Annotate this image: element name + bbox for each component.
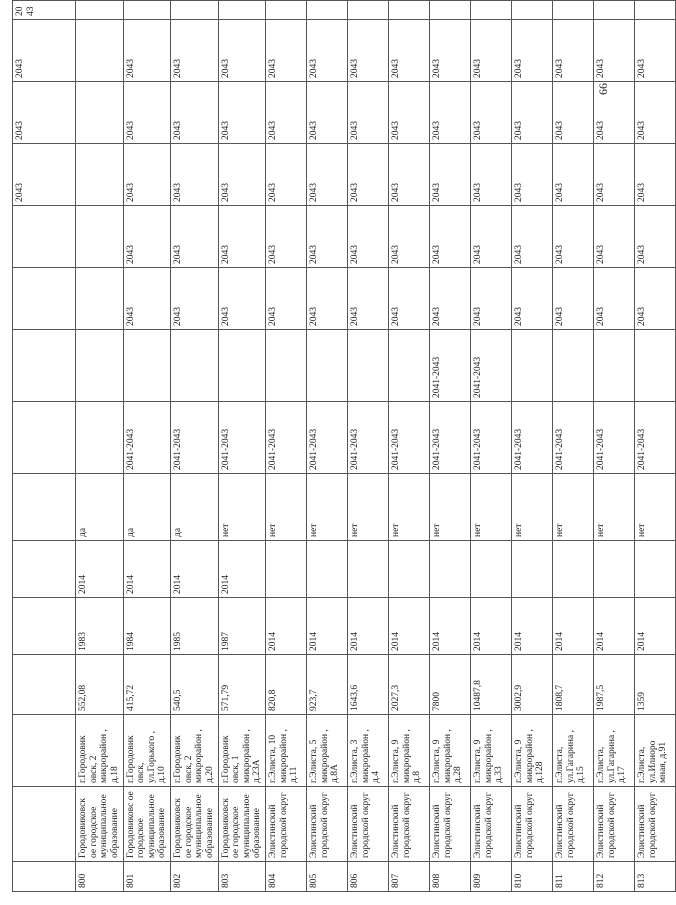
table-cell-y1: 2043: [218, 268, 266, 330]
table-cell-year-overhaul: [266, 541, 307, 598]
table-cell-y3: 2043: [307, 144, 348, 206]
table-cell-period1: 2041-2043: [430, 402, 471, 474]
table-cell-y1: 2043: [635, 268, 676, 330]
table-cell-area: 2027,3: [389, 655, 430, 715]
table-cell-flag: нет: [594, 474, 635, 541]
table-cell-area: 3002,9: [512, 655, 553, 715]
table-cell-y2: [76, 206, 124, 268]
table-cell-y1: 2043: [430, 268, 471, 330]
table-cell-y4: 2043: [266, 82, 307, 144]
table-cell-y2: 2043: [553, 206, 594, 268]
table-cell-y6: [123, 1, 171, 20]
table-cell-address: г.Элиста, 9 микрорайон , д.33: [471, 715, 512, 787]
table-cell-municipality: Городовиковск ое городское муниципальное образование: [171, 787, 219, 862]
table-cell: [13, 787, 76, 862]
table-row: [553, 1, 594, 892]
table-cell-year-overhaul: [471, 541, 512, 598]
table-cell-y5: 2043: [171, 20, 219, 82]
table-cell-period2: [266, 330, 307, 402]
table-cell-flag: нет: [512, 474, 553, 541]
table-cell-area: 7800: [430, 655, 471, 715]
table-cell-y4: 2043: [389, 82, 430, 144]
table-cell-y2: 2043: [307, 206, 348, 268]
table-cell-y4: 2043: [307, 82, 348, 144]
table-cell-flag: нет: [266, 474, 307, 541]
table-cell-period2: [389, 330, 430, 402]
table-cell: [13, 330, 76, 402]
table-row: [123, 1, 171, 892]
table-cell-period1: 2041-2043: [553, 402, 594, 474]
table-cell-area: 1643,6: [348, 655, 389, 715]
table-cell-y3: 2043: [430, 144, 471, 206]
table-cell-municipality: Элистинский городской округ: [266, 787, 307, 862]
table-cell-area: 1359: [635, 655, 676, 715]
table-cell: 2043: [13, 1, 76, 20]
table-cell-address: г.Элиста, 5 микрорайон , д.8А: [307, 715, 348, 787]
table-cell-y2: 2043: [123, 206, 171, 268]
table-cell-address: г.Городовик овск, 2 микрорайон , д.18: [76, 715, 124, 787]
table-cell-year-built: 1985: [171, 598, 219, 655]
table-cell-y5: 2043: [635, 20, 676, 82]
table-cell-period1: 2041-2043: [123, 402, 171, 474]
table-row: [348, 1, 389, 892]
table-cell-year-built: 1987: [218, 598, 266, 655]
table-cell-period2: [635, 330, 676, 402]
table-cell-period1: 2041-2043: [171, 402, 219, 474]
table-cell-y2: 2043: [471, 206, 512, 268]
table-cell: [13, 268, 76, 330]
table-cell-year-overhaul: [348, 541, 389, 598]
table-cell-year-built: 2014: [553, 598, 594, 655]
table-cell-y5: 2043: [307, 20, 348, 82]
table-cell-flag: да: [123, 474, 171, 541]
table-cell-period2: [123, 330, 171, 402]
table-cell-municipality: Городовиковс ое городское муниципальное образование: [123, 787, 171, 862]
table-body: [13, 1, 676, 892]
table-cell-municipality: Элистинский городской округ: [471, 787, 512, 862]
table-cell-municipality: Элистинский городской округ: [307, 787, 348, 862]
table-cell-period2: 2041-2043: [471, 330, 512, 402]
table-cell-y4: 2043: [594, 82, 635, 144]
table-cell-y1: 2043: [307, 268, 348, 330]
table-row-top: [13, 1, 76, 892]
table-cell-area: 540,5: [171, 655, 219, 715]
table-cell-flag: нет: [218, 474, 266, 541]
table-cell-year-built: 2014: [430, 598, 471, 655]
table-cell-y1: 2043: [266, 268, 307, 330]
table-cell-y3: 2043: [171, 144, 219, 206]
table-row: [594, 1, 635, 892]
table-cell-period1: 2041-2043: [512, 402, 553, 474]
table-cell-y6: [307, 1, 348, 20]
table-cell-address: г.Элиста, ул.Гагарина , д.15: [553, 715, 594, 787]
table-cell-y3: 2043: [471, 144, 512, 206]
table-row: [512, 1, 553, 892]
table-cell-flag: нет: [553, 474, 594, 541]
table-cell-period1: 2041-2043: [471, 402, 512, 474]
table-cell-y4: [76, 82, 124, 144]
table-cell-municipality: Элистинский городской округ: [512, 787, 553, 862]
table-cell-area: 923,7: [307, 655, 348, 715]
table-cell-municipality: Элистинский городской округ: [348, 787, 389, 862]
table-cell-area: 415,72: [123, 655, 171, 715]
table-cell-no: 813: [635, 862, 676, 892]
table-cell-address: г.Элиста, 9 микрорайон , д.8: [389, 715, 430, 787]
table-cell-address: г.Городовик овск, 2 микрорайон , д.20: [171, 715, 219, 787]
table-cell-y2: 2043: [171, 206, 219, 268]
table-cell: [13, 862, 76, 892]
table-cell: 2043: [13, 82, 76, 144]
table-cell-year-built: 2014: [266, 598, 307, 655]
table-cell-y4: 2043: [553, 82, 594, 144]
table-cell-no: 809: [471, 862, 512, 892]
table-cell: 2043: [13, 144, 76, 206]
table-cell-y5: 2043: [594, 20, 635, 82]
table-cell-year-built: 2014: [635, 598, 676, 655]
table-cell-address: г.Городовик овск, ул.Горького , д.10: [123, 715, 171, 787]
table-cell-municipality: Городовиковск ое городское муниципальное образование: [218, 787, 266, 862]
table-cell-y2: 2043: [594, 206, 635, 268]
table-cell-y3: 2043: [512, 144, 553, 206]
table-cell-y5: 2043: [218, 20, 266, 82]
table-cell-y1: 2043: [171, 268, 219, 330]
table-cell-year-overhaul: [307, 541, 348, 598]
table-cell-area: 10487,8: [471, 655, 512, 715]
table-cell-y5: 2043: [389, 20, 430, 82]
housing-program-table: [12, 0, 676, 892]
table-cell-year-built: 2014: [389, 598, 430, 655]
table-cell-y3: 2043: [348, 144, 389, 206]
table-cell-period2: [553, 330, 594, 402]
table-row: [76, 1, 124, 892]
table-cell-y4: 2043: [635, 82, 676, 144]
table-cell-y1: [76, 268, 124, 330]
table-cell-period1: 2041-2043: [266, 402, 307, 474]
table-cell-period1: 2041-2043: [635, 402, 676, 474]
table-cell: [13, 715, 76, 787]
table-cell-year-overhaul: [430, 541, 471, 598]
table-cell-address: г.Элиста, ул.Гагарина , д.17: [594, 715, 635, 787]
table-cell-year-built: 2014: [307, 598, 348, 655]
table-cell-y5: [76, 20, 124, 82]
table-cell-period1: 2041-2043: [389, 402, 430, 474]
table-cell-area: 1987,5: [594, 655, 635, 715]
table-cell-flag: да: [76, 474, 124, 541]
table-cell-period1: 2041-2043: [307, 402, 348, 474]
table-cell-y6: [594, 1, 635, 20]
table-cell-y6: [266, 1, 307, 20]
table-cell-y5: 2043: [471, 20, 512, 82]
table-cell-period1: 2041-2043: [594, 402, 635, 474]
table-row: [218, 1, 266, 892]
table-cell: [13, 474, 76, 541]
table-cell-municipality: Городовиковск ое городское муниципальное образование: [76, 787, 124, 862]
table-cell-flag: нет: [471, 474, 512, 541]
table-cell-y3: 2043: [218, 144, 266, 206]
table-cell-municipality: Элистинский городской округ: [635, 787, 676, 862]
table-cell-year-overhaul: [512, 541, 553, 598]
table-cell-y5: 2043: [123, 20, 171, 82]
table-cell-period2: [512, 330, 553, 402]
table-cell-y1: 2043: [553, 268, 594, 330]
table-cell-municipality: Элистинский городской округ: [389, 787, 430, 862]
table-cell-y5: 2043: [266, 20, 307, 82]
table-cell-flag: нет: [635, 474, 676, 541]
table-cell-address: г.Элиста, 3 микрорайон , д.4: [348, 715, 389, 787]
table-cell-municipality: Элистинский городской округ: [430, 787, 471, 862]
table-cell-no: 800: [76, 862, 124, 892]
table-cell-address: г.Элиста, 9 микрорайон , д.28: [430, 715, 471, 787]
table-cell-flag: нет: [389, 474, 430, 541]
table-cell: [13, 541, 76, 598]
table-row: [266, 1, 307, 892]
table-cell-y5: 2043: [512, 20, 553, 82]
table-cell-no: 801: [123, 862, 171, 892]
table-cell-year-built: 2014: [348, 598, 389, 655]
table-cell-y2: 2043: [430, 206, 471, 268]
table-cell-y6: [430, 1, 471, 20]
table-cell: [13, 206, 76, 268]
table-cell-y5: 2043: [430, 20, 471, 82]
table-cell-no: 802: [171, 862, 219, 892]
table-cell-period1: [76, 402, 124, 474]
table-cell-no: 807: [389, 862, 430, 892]
table-row: [307, 1, 348, 892]
table-cell-y6: [635, 1, 676, 20]
table-cell-y2: 2043: [512, 206, 553, 268]
table-cell-year-overhaul: [389, 541, 430, 598]
table-cell-no: 804: [266, 862, 307, 892]
table-cell-no: 812: [594, 862, 635, 892]
table-cell-period2: 2041-2043: [430, 330, 471, 402]
table-cell-y3: 2043: [266, 144, 307, 206]
table-cell-flag: нет: [348, 474, 389, 541]
table-cell: 2043: [13, 20, 76, 82]
table-cell-y3: 2043: [594, 144, 635, 206]
table-cell-municipality: Элистинский городской округ: [553, 787, 594, 862]
table-cell-period2: [307, 330, 348, 402]
table-row: [471, 1, 512, 892]
table-cell-no: 805: [307, 862, 348, 892]
table-cell-y4: 2043: [123, 82, 171, 144]
table-cell-y5: 2043: [348, 20, 389, 82]
table-cell-year-overhaul: [635, 541, 676, 598]
table-cell-y6: [171, 1, 219, 20]
table-cell-no: 808: [430, 862, 471, 892]
table-cell-period2: [76, 330, 124, 402]
table-cell-period2: [171, 330, 219, 402]
table-cell-year-overhaul: 2014: [76, 541, 124, 598]
table-row: [635, 1, 676, 892]
table-cell-no: 803: [218, 862, 266, 892]
table-cell-y5: 2043: [553, 20, 594, 82]
table-cell-y1: 2043: [512, 268, 553, 330]
table-cell-y1: 2043: [471, 268, 512, 330]
table-cell-y6: [389, 1, 430, 20]
table-cell-y6: [471, 1, 512, 20]
table-cell-year-built: 2014: [512, 598, 553, 655]
table-cell-y6: [76, 1, 124, 20]
table-cell-year-overhaul: 2014: [218, 541, 266, 598]
table-cell-year-overhaul: [594, 541, 635, 598]
table-cell-y3: 2043: [635, 144, 676, 206]
table-cell-y6: [218, 1, 266, 20]
table-cell-y3: [76, 144, 124, 206]
table-cell-flag: нет: [307, 474, 348, 541]
table-cell-period1: 2041-2043: [218, 402, 266, 474]
table-cell-year-built: 1984: [123, 598, 171, 655]
table-cell-no: 811: [553, 862, 594, 892]
table-cell-y4: 2043: [471, 82, 512, 144]
table-cell-y6: [512, 1, 553, 20]
table-cell-area: 1808,7: [553, 655, 594, 715]
table-cell-y6: [348, 1, 389, 20]
table-cell-y1: 2043: [348, 268, 389, 330]
table-cell-y1: 2043: [594, 268, 635, 330]
table-cell-y4: 2043: [348, 82, 389, 144]
table-cell-area: 552,08: [76, 655, 124, 715]
table-row: [389, 1, 430, 892]
table-row: [171, 1, 219, 892]
table-cell-y3: 2043: [123, 144, 171, 206]
table-cell-y1: 2043: [123, 268, 171, 330]
table-cell-period2: [348, 330, 389, 402]
table-cell-address: г.Элиста, 10 микрорайон , д.11: [266, 715, 307, 787]
table-cell-address: г.Элиста, ул.Илиоро мная, д.91: [635, 715, 676, 787]
page-number: 66: [596, 83, 610, 95]
table-cell-year-overhaul: 2014: [171, 541, 219, 598]
table-cell-year-overhaul: 2014: [123, 541, 171, 598]
table-cell-area: 571,79: [218, 655, 266, 715]
table-cell-period1: 2041-2043: [348, 402, 389, 474]
table-cell-address: г.Городовик овск, 1 микрорайон , д.23А: [218, 715, 266, 787]
table-cell-y2: 2043: [266, 206, 307, 268]
table-cell-y4: 2043: [218, 82, 266, 144]
table-row: [430, 1, 471, 892]
table-cell-no: 810: [512, 862, 553, 892]
table-cell-y3: 2043: [553, 144, 594, 206]
table-cell-y4: 2043: [171, 82, 219, 144]
table-cell-y2: 2043: [635, 206, 676, 268]
table-cell-y2: 2043: [348, 206, 389, 268]
table-cell-y2: 2043: [218, 206, 266, 268]
table-cell-y6: [553, 1, 594, 20]
table-cell-flag: нет: [430, 474, 471, 541]
table-cell-year-overhaul: [553, 541, 594, 598]
table-cell-y2: 2043: [389, 206, 430, 268]
table-cell-area: 820,8: [266, 655, 307, 715]
table-cell-period2: [594, 330, 635, 402]
table-cell-no: 806: [348, 862, 389, 892]
table-cell-year-built: 1983: [76, 598, 124, 655]
table-cell-municipality: Элистинский городской округ: [594, 787, 635, 862]
table-cell-year-built: 2014: [471, 598, 512, 655]
table-cell-y4: 2043: [512, 82, 553, 144]
table-cell-period2: [218, 330, 266, 402]
table-cell: [13, 402, 76, 474]
table-cell-year-built: 2014: [594, 598, 635, 655]
table-cell-address: г.Элиста, 9 микрорайон , д.128: [512, 715, 553, 787]
table-cell-y4: 2043: [430, 82, 471, 144]
table-cell-y3: 2043: [389, 144, 430, 206]
table-cell-flag: да: [171, 474, 219, 541]
table-cell-y1: 2043: [389, 268, 430, 330]
table-cell: [13, 655, 76, 715]
table-cell: [13, 598, 76, 655]
